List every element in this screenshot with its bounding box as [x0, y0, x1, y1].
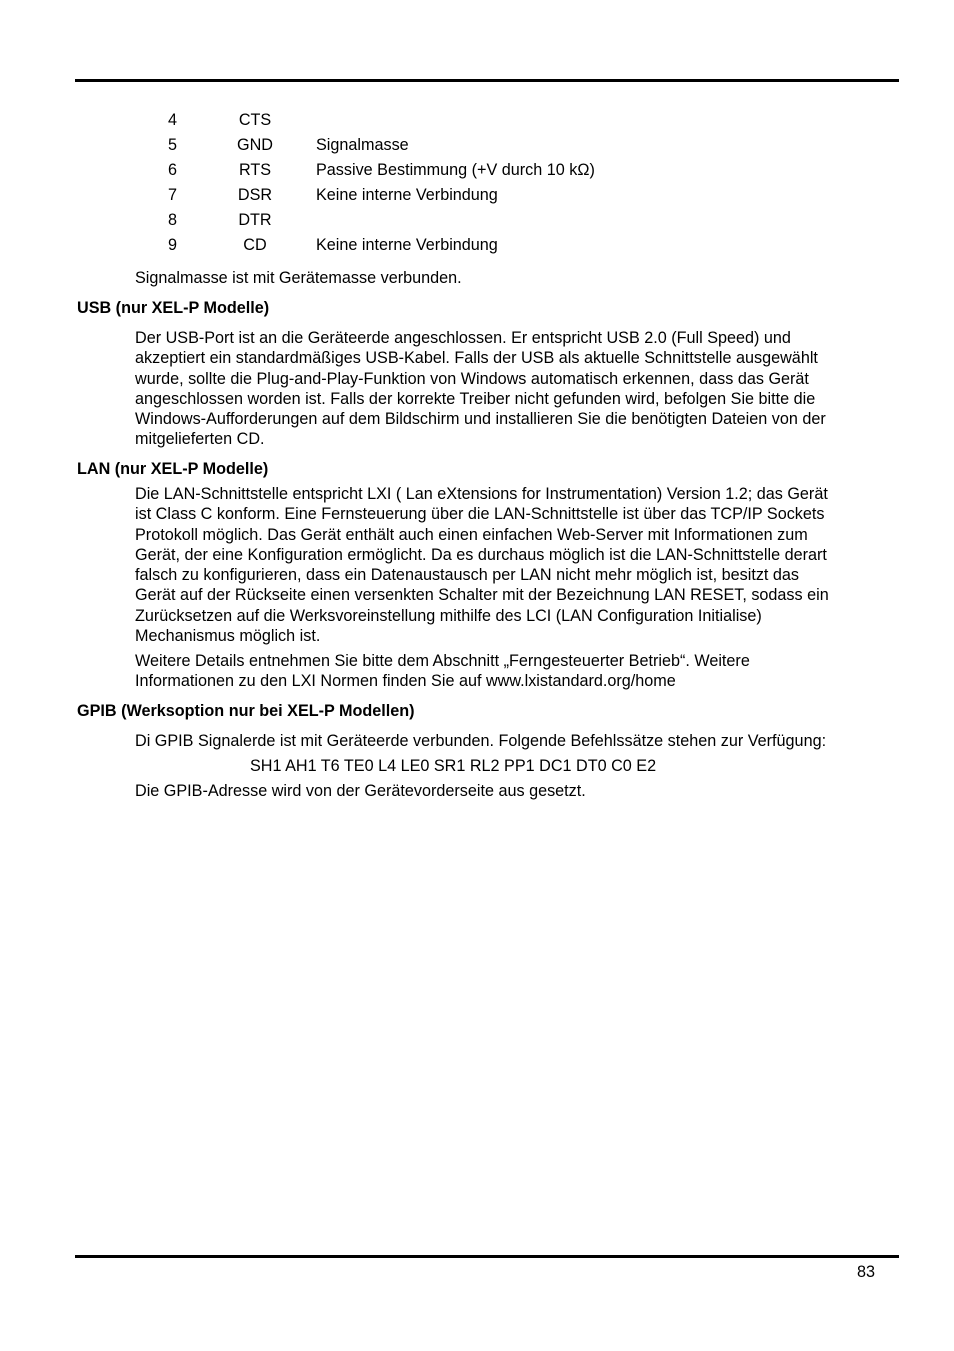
pin-description: Signalmasse — [316, 136, 409, 154]
pin-description: Keine interne Verbindung — [316, 186, 498, 204]
lan-line: Protokoll möglich. Das Gerät enthält auch einen einfachen Web-Server mit Informationen zum — [135, 525, 808, 544]
gpib-heading: GPIB (Werksoption nur bei XEL-P Modellen) — [77, 702, 415, 720]
pin-number: 6 — [168, 161, 178, 179]
usb-line: wurde, sollte die Plug-and-Play-Funktion von Windows automatisch erkennen, dass das Gerät — [135, 369, 809, 388]
usb-line: Der USB-Port ist an die Geräteerde angeschlossen. Er entspricht USB 2.0 (Full Speed) und — [135, 329, 791, 347]
pin-signal: DSR — [237, 186, 273, 204]
header-rule — [75, 79, 899, 82]
lan-details-line: Informationen zu den LXI Normen finden Sie auf www.lxistandard.org/home — [135, 672, 676, 691]
pin-number: 7 — [168, 186, 178, 204]
lan-line: Gerät auf der Rückseite einen versenkten Schalter mit der Bezeichnung LAN RESET, sodass ein — [135, 586, 829, 605]
gpib-command-sets: SH1 AH1 T6 TE0 L4 LE0 SR1 RL2 PP1 DC1 DT0 C0 E2 — [250, 757, 657, 775]
lan-line: falsch zu konfigurieren, dass ein Datenaustausch per LAN nicht mehr möglich ist, besitzt das — [135, 566, 800, 585]
usb-line: akzeptiert ein standardmäßiges USB-Kabel. Falls der USB als aktuelle Schnittstelle ausgewählt — [135, 349, 818, 368]
lan-details-paragraph — [135, 651, 900, 692]
rs232-ground-note: Signalmasse ist mit Gerätemasse verbunden. — [135, 269, 462, 287]
gpib-address-note: Die GPIB-Adresse wird von der Gerätevorderseite aus gesetzt. — [135, 782, 586, 800]
footer-rule — [75, 1255, 899, 1258]
usb-heading: USB (nur XEL-P Modelle) — [77, 299, 270, 317]
lan-line: Die LAN-Schnittstelle entspricht LXI ( Lan eXtensions for Instrumentation) Version 1.2; das Gerät — [135, 485, 828, 503]
usb-line: mitgelieferten CD. — [135, 430, 265, 449]
pin-signal: GND — [237, 136, 273, 154]
pin-signal: CD — [243, 236, 267, 254]
pin-description: Keine interne Verbindung — [316, 236, 498, 254]
pin-number: 5 — [168, 136, 178, 154]
pin-signal: DTR — [238, 211, 272, 229]
lan-details-line: Weitere Details entnehmen Sie bitte dem Abschnitt „Ferngesteuerter Betrieb“. Weitere — [135, 652, 750, 670]
lan-line: Zurücksetzen auf die Werksvoreinstellung mithilfe des LCI (LAN Configuration Initialise) — [135, 606, 762, 625]
lan-line: ist Class C konform. Eine Fernsteuerung über die LAN-Schnittstelle ist über das TCP/IP Sockets — [135, 505, 825, 524]
usb-paragraph — [135, 328, 900, 450]
pin-number: 9 — [168, 236, 178, 254]
lan-line: Gerät, der eine Konfiguration ermöglicht. Da es durchaus möglich ist die LAN-Schnittstelle derart — [135, 545, 827, 564]
lan-paragraph — [135, 484, 900, 646]
pin-signal: RTS — [238, 161, 272, 179]
pin-number: 8 — [168, 211, 178, 229]
lan-heading: LAN (nur XEL-P Modelle) — [77, 460, 269, 478]
pin-signal: CTS — [238, 111, 272, 129]
page-number: 83 — [856, 1263, 875, 1281]
gpib-intro: Di GPIB Signalerde ist mit Geräteerde verbunden. Folgende Befehlssätze stehen zur Verfügung: — [135, 732, 827, 750]
usb-line: Windows-Aufforderungen auf dem Bildschirm und installieren Sie die benötigten Dateien von der — [135, 410, 826, 429]
usb-line: angeschlossen worden ist. Falls der korrekte Treiber nicht gefunden wird, befolgen Sie bitte die — [135, 389, 816, 408]
pin-description: Passive Bestimmung (+V durch 10 kΩ) — [316, 161, 595, 179]
lan-line: Mechanismus möglich ist. — [135, 627, 321, 646]
pin-number: 4 — [168, 111, 178, 129]
